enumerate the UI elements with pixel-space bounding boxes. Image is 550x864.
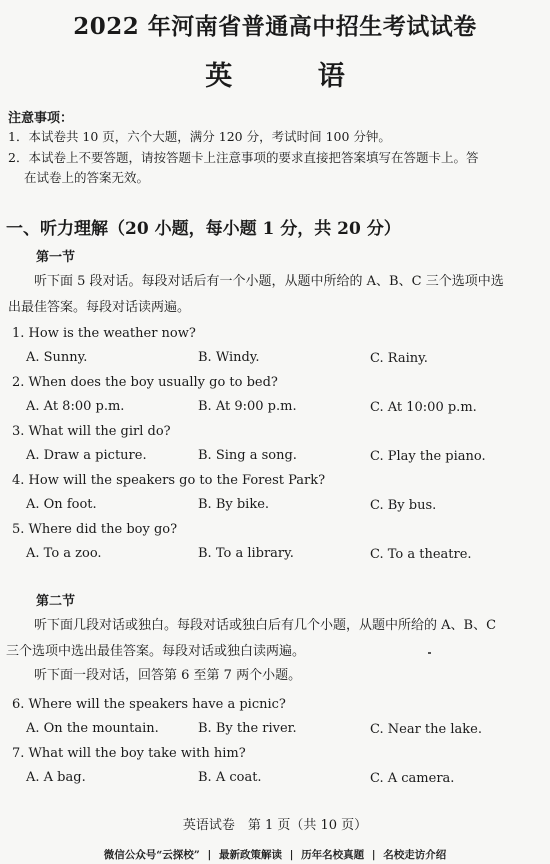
link-policy[interactable]: 最新政策解读	[218, 849, 282, 861]
exam-title: 2022 年河南省普通高中招生考试试卷	[73, 13, 477, 40]
separator: |	[289, 849, 294, 861]
separator: |	[207, 849, 212, 861]
question-4: 4. How will the speakers go to the Forest Park?	[12, 473, 326, 488]
q5-option-b: B. To a library.	[198, 546, 294, 561]
section1-instruction-line1: 听下面 5 段对话。每段对话后有一个小题，从题中所给的 A、B、C 三个选项中选	[34, 274, 504, 289]
question-7: 7. What will the boy take with him?	[12, 746, 246, 761]
subject-title: 英 语	[205, 61, 383, 92]
q6-option-a: A. On the mountain.	[26, 721, 159, 736]
q1-option-b: B. Windy.	[198, 350, 260, 365]
section2-instruction-line3: 听下面一段对话，回答第 6 至第 7 两个小题。	[34, 668, 302, 683]
separator: |	[371, 849, 376, 861]
q2-option-a: A. At 8:00 p.m.	[26, 399, 125, 414]
notice-heading: 注意事项：	[8, 111, 74, 126]
q2-option-b: B. At 9:00 p.m.	[198, 399, 297, 414]
section1-instruction-line2: 出最佳答案。每段对话读两遍。	[8, 300, 191, 315]
section1-heading: 第一节	[36, 250, 76, 265]
section2-instruction-line1: 听下面几段对话或独白。每段对话或独白后有几个小题，从题中所给的 A、B、C	[34, 618, 497, 633]
bottom-banner	[0, 847, 550, 862]
q1-option-a: A. Sunny.	[26, 350, 88, 365]
q4-option-b: B. By bike.	[198, 497, 270, 512]
wechat-label: 微信公众号“云探校”	[103, 849, 200, 861]
question-2: 2. When does the boy usually go to bed?	[12, 375, 278, 390]
question-1: 1. How is the weather now?	[12, 326, 196, 341]
q6-option-c: C. Near the lake.	[370, 722, 482, 737]
section2-heading: 第二节	[36, 594, 76, 609]
q6-option-b: B. By the river.	[198, 721, 297, 736]
notice-item-2-line2: 在试卷上的答案无效。	[24, 170, 150, 185]
q7-option-b: B. A coat.	[198, 770, 262, 785]
question-5: 5. Where did the boy go?	[12, 522, 178, 537]
q4-option-c: C. By bus.	[370, 498, 437, 513]
question-3: 3. What will the girl do?	[12, 424, 171, 439]
link-school-visits[interactable]: 名校走访介绍	[383, 849, 447, 861]
notice-item-1: 1．本试卷共 10 页，六个大题，满分 120 分，考试时间 100 分钟。	[8, 129, 391, 144]
part1-title: 一、听力理解（20 小题，每小题 1 分，共 20 分）	[6, 219, 401, 239]
scan-speck	[428, 652, 431, 654]
q7-option-a: A. A bag.	[26, 770, 86, 785]
page-footer: 英语试卷 第 1 页（共 10 页）	[182, 818, 368, 833]
q7-option-c: C. A camera.	[370, 771, 455, 786]
q3-option-b: B. Sing a song.	[198, 448, 297, 463]
link-past-exams[interactable]: 历年名校真题	[301, 849, 365, 861]
question-6: 6. Where will the speakers have a picnic?	[12, 697, 286, 712]
q5-option-c: C. To a theatre.	[370, 547, 472, 562]
notice-item-2-line1: 2．本试卷上不要答题，请按答题卡上注意事项的要求直接把答案填写在答题卡上。答	[8, 150, 479, 165]
q4-option-a: A. On foot.	[26, 497, 97, 512]
q1-option-c: C. Rainy.	[370, 351, 428, 366]
q5-option-a: A. To a zoo.	[26, 546, 102, 561]
q2-option-c: C. At 10:00 p.m.	[370, 400, 477, 415]
notice-item-2	[8, 148, 544, 188]
q3-option-a: A. Draw a picture.	[26, 448, 147, 463]
q3-option-c: C. Play the piano.	[370, 449, 486, 464]
section2-instruction-line2: 三个选项中选出最佳答案。每段对话或独白读两遍。	[6, 644, 306, 659]
